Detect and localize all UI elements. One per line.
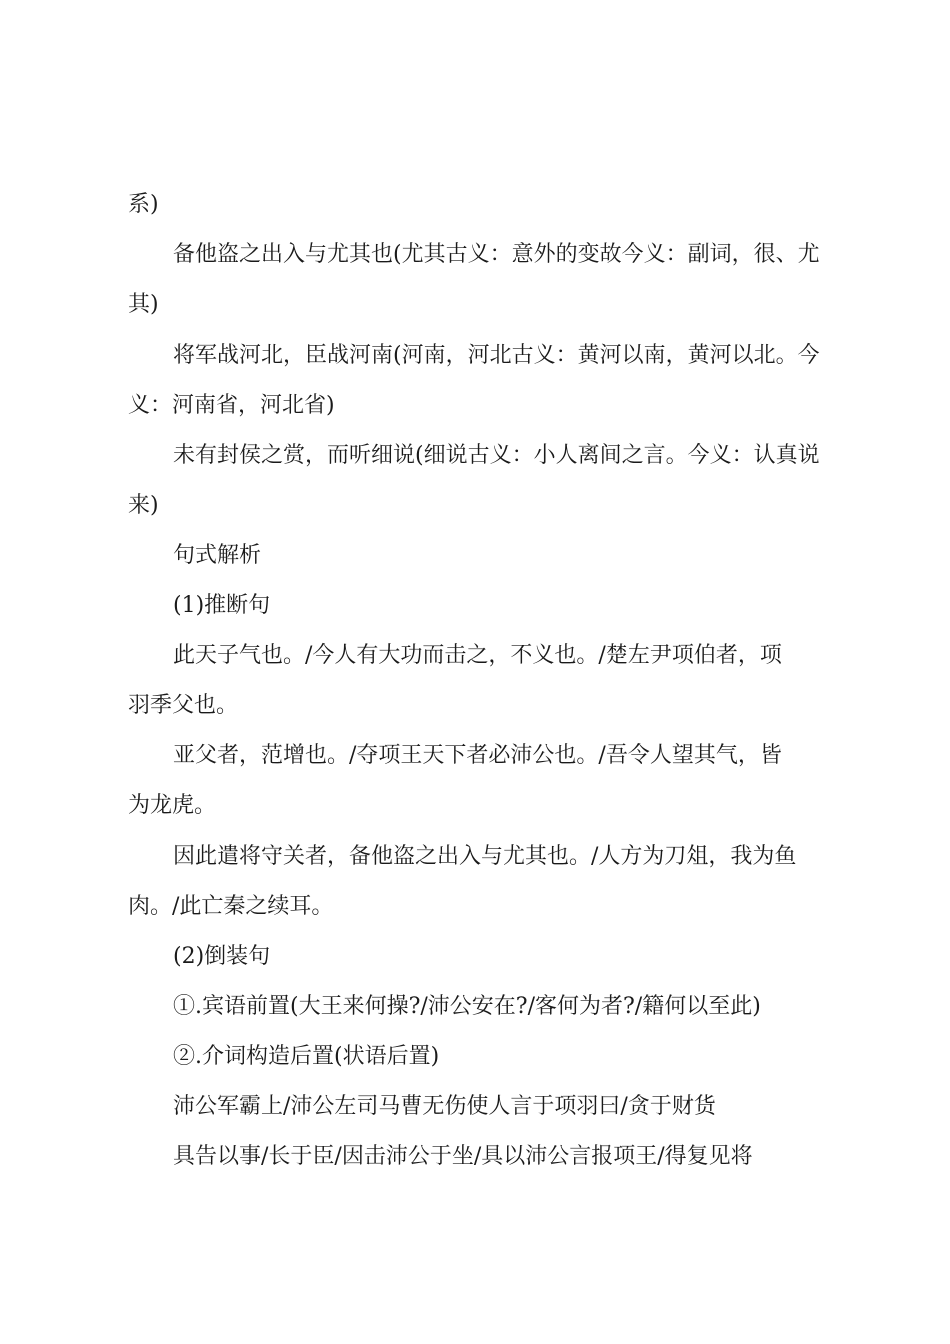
text-line: ②.介词构造后置(状语后置) [173, 1044, 440, 1069]
text-line: 此天子气也。/今人有大功而击之，不义也。/楚左尹项伯者，项 [173, 643, 782, 668]
text-line: 具告以事/长于臣/因击沛公于坐/具以沛公言报项王/得复见将 [173, 1144, 753, 1169]
text-line: 肉。/此亡秦之续耳。 [128, 894, 334, 919]
section-heading: 句式解析 [173, 543, 262, 568]
subsection-heading: (2)倒装句 [173, 944, 271, 969]
text-line: 来) [128, 493, 159, 518]
text-line: 为龙虎。 [128, 793, 217, 818]
text-line: 义：河南省，河北省) [128, 393, 335, 418]
text-line: 亚父者，范增也。/夺项王天下者必沛公也。/吾令人望其气，皆 [173, 743, 782, 768]
text-line: 羽季父也。 [128, 693, 239, 718]
text-line: 将军战河北，臣战河南(河南，河北古义：黄河以南，黄河以北。今 [173, 343, 820, 368]
text-line: ①.宾语前置(大王来何操?/沛公安在?/客何为者?/籍何以至此) [173, 994, 761, 1019]
text-line: 因此遣将守关者，备他盗之出入与尤其也。/人方为刀俎，我为鱼 [173, 844, 797, 869]
text-line: 其) [128, 292, 159, 317]
text-line: 系) [128, 192, 159, 217]
subsection-heading: (1)推断句 [173, 593, 271, 618]
text-line: 沛公军霸上/沛公左司马曹无伤使人言于项羽曰/贪于财货 [173, 1094, 716, 1119]
text-line: 未有封侯之赏，而听细说(细说古义：小人离间之言。今义：认真说 [173, 443, 820, 468]
text-line: 备他盗之出入与尤其也(尤其古义：意外的变故今义：副词，很、尤 [173, 242, 820, 267]
